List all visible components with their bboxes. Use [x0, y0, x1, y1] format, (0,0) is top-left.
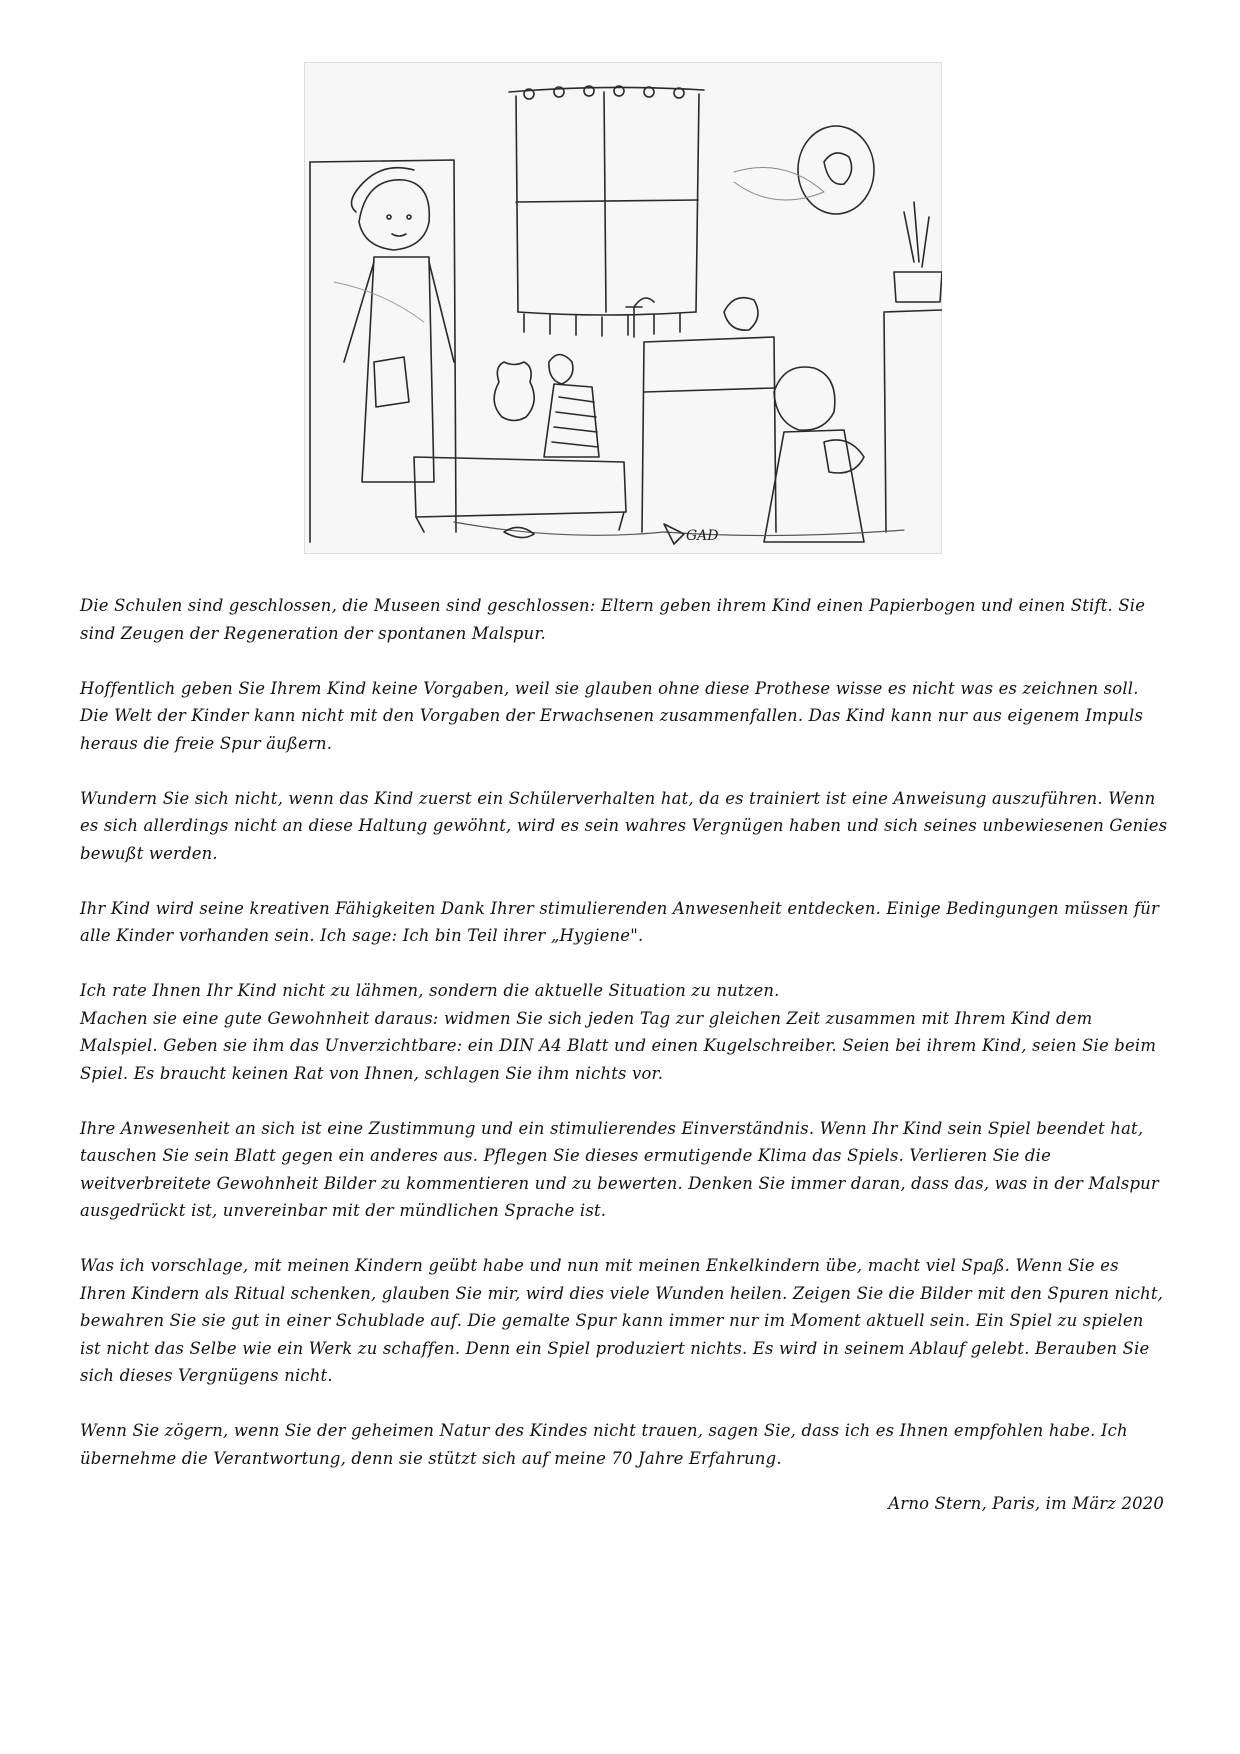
paragraph-2: Hoffentlich geben Sie Ihrem Kind keine Vorgaben, weil sie glauben ohne diese Prothese wisse es nicht was es zeichnen soll. Die Welt der Kinder kann nicht mit den Vorgaben der Erwachsenen zusammenfallen. Das Kind kann nur aus eigenem Impuls heraus die freie Spur äußern. [80, 678, 1144, 753]
letter-body [80, 592, 1168, 1500]
paragraph-3: Wundern Sie sich nicht, wenn das Kind zuerst ein Schülerverhalten hat, da es trainiert ist eine Anweisung auszuführen. Wenn es sich allerdings nicht an diese Haltung gewöhnt, wird es sein wahres Vergnügen haben und sich seines unbewiesenen Genies bewußt werden. [80, 788, 1168, 863]
paragraph-5: Ich rate Ihnen Ihr Kind nicht zu lähmen, sondern die aktuelle Situation zu nutzen. Machen sie eine gute Gewohnheit daraus: widmen Sie sich jeden Tag zur gleichen Zeit zusammen mit Ihrem Kind dem Malspiel. Geben sie ihm das Unverzichtbare: ein DIN A4 Blatt und einen Kugelschreiber. Seien bei ihrem Kind, seien Sie beim Spiel. Es braucht keinen Rat von Ihnen, schlagen Sie ihm nichts vor. [80, 981, 1157, 1083]
paragraph-6: Ihre Anwesenheit an sich ist eine Zustimmung und ein stimulierendes Einverständnis. Wenn Ihr Kind sein Spiel beendet hat, tauschen Sie sein Blatt gegen ein anderes aus. Pflegen Sie dieses ermutigende Klima das Spiels. Verlieren Sie die weitverbreitete Gewohnheit Bilder zu kommentieren und zu bewerten. Denken Sie immer daran, dass das, was in der Malspur ausgedrückt ist, unvereinbar mit der mündlichen Sprache ist. [80, 1118, 1159, 1220]
drawing-signature-mark: GAD [686, 528, 719, 544]
paragraph-8: Wenn Sie zögern, wenn Sie der geheimen Natur des Kindes nicht trauen, sagen Sie, dass ich es Ihnen empfohlen habe. Ich übernehme die Verantwortung, denn sie stützt sich auf meine 70 Jahre Erfahrung. [80, 1421, 1128, 1468]
author-signature: Arno Stern, Paris, im März 2020 [888, 1494, 1164, 1513]
paragraph-4: Ihr Kind wird seine kreativen Fähigkeiten Dank Ihrer stimulierenden Anwesenheit entdecken. Einige Bedingungen müssen für alle Kinder vorhanden sein. Ich sage: Ich bin Teil ihrer „Hygiene". [80, 898, 1160, 945]
pencil-drawing [304, 62, 942, 554]
paragraph-1: Die Schulen sind geschlossen, die Museen sind geschlossen: Eltern geben ihrem Kind einen Papierbogen und einen Stift. Sie sind Zeugen der Regeneration der spontanen Malspur. [80, 596, 1146, 643]
paragraph-7: Was ich vorschlage, mit meinen Kindern geübt habe und nun mit meinen Enkelkindern übe, macht viel Spaß. Wenn Sie es Ihren Kindern als Ritual schenken, glauben Sie mir, wird dies viele Wunden heilen. Zeigen Sie die Bilder mit den Spuren nicht, bewahren Sie sie gut in einer Schublade auf. Die gemalte Spur kann immer nur im Moment aktuell sein. Ein Spiel zu spielen ist nicht das Selbe wie ein Werk zu schaffen. Denn ein Spiel produziert nichts. Es wird in seinem Ablauf gelebt. Berauben Sie sich dieses Vergnügens nicht. [80, 1256, 1164, 1385]
child-drawing-illustration [304, 62, 942, 554]
